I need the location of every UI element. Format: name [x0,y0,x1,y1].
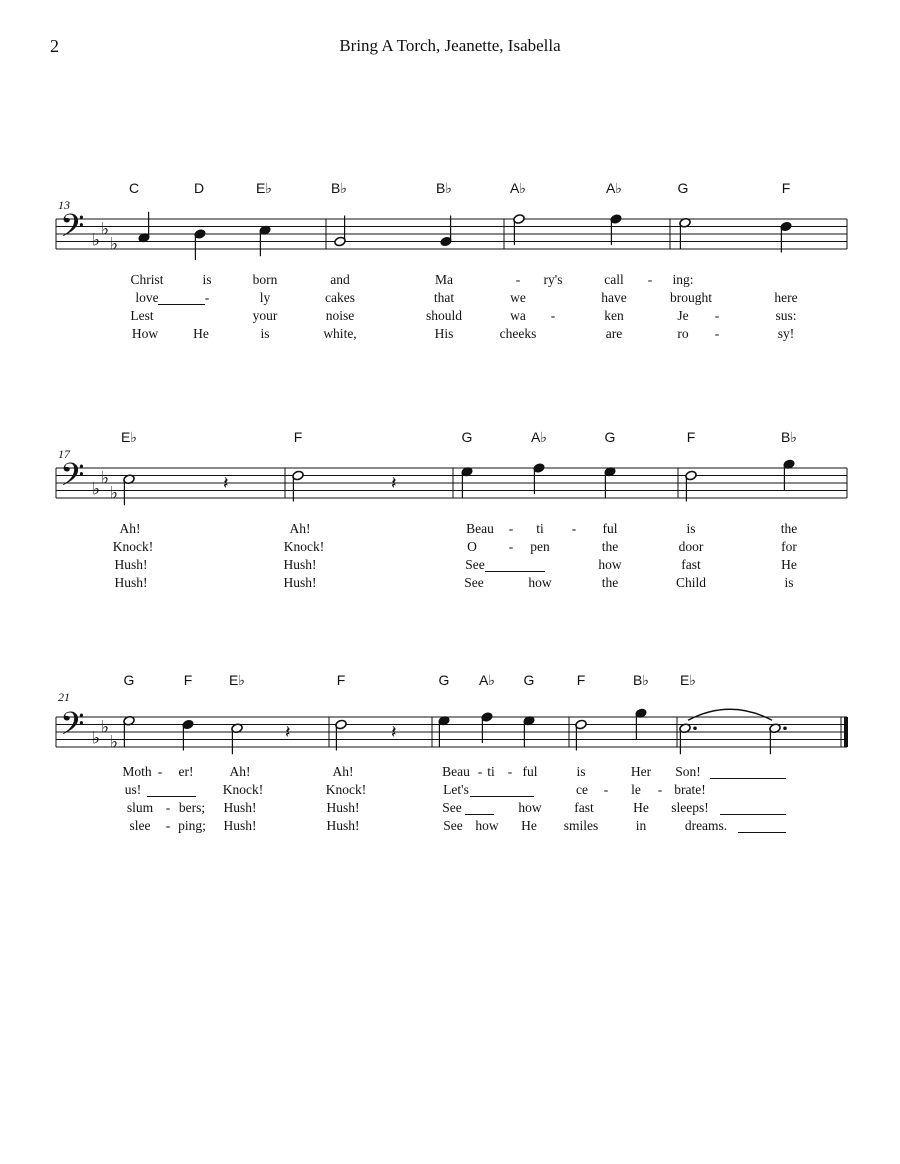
lyric-syllable: is [784,575,794,590]
lyric-syllable: - [165,818,171,833]
chord-symbol: G [604,429,616,445]
chord-symbol: G [123,672,135,688]
lyric-syllable: noise [325,308,355,323]
lyric-syllable: and [330,272,350,287]
lyric-syllable: Knock! [112,539,154,554]
lyric-syllable: slee [129,818,151,833]
lyric-syllable: the [601,575,619,590]
lyric-syllable: Hush! [283,557,317,572]
lyric-syllable: brought [670,290,712,305]
lyric-syllable: fast [681,557,701,572]
lyric-syllable: Hush! [283,575,317,590]
lyric-syllable: He [193,326,209,341]
lyric-syllable: How [131,326,159,341]
lyric-syllable: Ah! [332,764,354,779]
chord-symbol: G [523,672,535,688]
lyric-syllable: Ah! [119,521,141,536]
lyric-syllable: Beau [466,521,494,536]
lyric-syllable: - [647,272,653,287]
lyric-syllable: - [571,521,577,536]
lyric-syllable: See [465,557,485,572]
lyric-syllable: Knock! [325,782,367,797]
quarter-rest-icon: 𝄽 [391,722,397,743]
lyric-syllable: Ah! [289,521,311,536]
lyric-syllable: ce [576,782,588,797]
lyric-syllable: smiles [563,818,599,833]
lyric-syllable: Hush! [326,818,360,833]
lyric-syllable: See [442,800,462,815]
chord-symbol: F [576,672,586,688]
lyric-syllable: ful [522,764,538,779]
quarter-rest-icon: 𝄽 [285,722,291,743]
lyric-syllable: He [521,818,537,833]
lyric-extender-line [710,778,786,779]
lyric-syllable: here [774,290,798,305]
lyric-syllable: your [252,308,278,323]
lyric-syllable: how [528,575,552,590]
lyric-syllable: sy! [777,326,795,341]
lyric-syllable: O [467,539,477,554]
lyric-syllable: in [635,818,647,833]
lyric-syllable: that [433,290,455,305]
lyric-syllable: Moth [122,764,152,779]
chord-symbol: B♭ [781,429,797,445]
flat-icon: ♭ [92,728,101,749]
chord-symbol: G [438,672,450,688]
lyric-syllable: Hush! [326,800,360,815]
lyric-syllable: dreams. [684,818,728,833]
measure-number: 13 [58,198,70,212]
lyric-syllable: ping; [178,818,206,833]
lyric-syllable: slum [126,800,154,815]
chord-symbol: E♭ [121,429,137,445]
lyric-syllable: Knock! [283,539,325,554]
lyric-syllable: - [657,782,663,797]
lyric-syllable: the [601,539,619,554]
lyric-syllable: for [781,539,797,554]
lyric-syllable: how [518,800,542,815]
flat-icon: ♭ [101,717,110,738]
flat-icon: ♭ [110,732,119,753]
lyric-syllable: are [605,326,623,341]
lyric-syllable: Knock! [222,782,264,797]
lyric-syllable: the [780,521,798,536]
lyric-syllable: - [157,764,163,779]
chord-symbol: F [336,672,346,688]
lyric-syllable: - [603,782,609,797]
lyric-syllable: - [204,290,210,305]
lyric-syllable: cakes [325,290,355,305]
lyric-syllable: Ah! [229,764,251,779]
chord-symbol: G [677,180,689,196]
chord-symbol: B♭ [633,672,649,688]
lyric-syllable: should [425,308,463,323]
chord-symbol: F [781,180,791,196]
lyric-syllable: is [260,326,270,341]
lyric-extender-line [738,832,786,833]
chord-symbol: F [686,429,696,445]
lyric-syllable: Hush! [223,800,257,815]
lyric-syllable: sleeps! [671,800,709,815]
chord-symbol: E♭ [256,180,272,196]
lyric-syllable: - [507,764,513,779]
tie [688,709,772,720]
lyric-syllable: He [633,800,649,815]
lyric-syllable: - [508,539,514,554]
lyric-syllable: See [443,818,463,833]
lyric-syllable: - [550,308,556,323]
chord-symbol: C [128,180,140,196]
lyric-syllable: Ma [435,272,453,287]
lyric-syllable: fast [574,800,594,815]
chord-symbol: A♭ [531,429,547,445]
lyric-syllable: white, [323,326,357,341]
lyric-syllable: Her [630,764,652,779]
lyric-syllable: call [604,272,624,287]
lyric-syllable: ti [536,521,544,536]
lyric-syllable: ful [602,521,618,536]
lyric-extender-line [720,814,786,815]
lyric-syllable: - [714,308,720,323]
lyric-syllable: er! [178,764,194,779]
lyric-extender-line [465,814,494,815]
chord-symbol: B♭ [436,180,452,196]
lyric-syllable: sus: [775,308,797,323]
lyric-syllable: pen [530,539,550,554]
lyric-syllable: Let's [443,782,469,797]
lyric-syllable: wa [510,308,526,323]
lyric-syllable: have [601,290,627,305]
lyric-syllable: Lest [130,308,154,323]
lyric-syllable: Son! [675,764,701,779]
lyric-syllable: us! [124,782,142,797]
chord-symbol: F [293,429,303,445]
lyric-syllable: is [576,764,586,779]
page-title: Bring A Torch, Jeanette, Isabella [339,36,561,55]
chord-symbol: A♭ [510,180,526,196]
page-number: 2 [50,36,59,56]
lyric-syllable: bers; [178,800,206,815]
lyric-syllable: Hush! [114,557,148,572]
lyric-syllable: cheeks [499,326,537,341]
lyric-syllable: See [464,575,484,590]
measure-number: 17 [58,447,70,461]
chord-symbol: A♭ [479,672,495,688]
quarter-rest-icon: 𝄽 [223,473,229,494]
lyric-syllable: ro [677,326,689,341]
flat-icon: ♭ [101,468,110,489]
chord-symbol: B♭ [331,180,347,196]
lyric-syllable: is [202,272,212,287]
lyric-syllable: - [477,764,483,779]
lyric-syllable: - [165,800,171,815]
chord-symbol: E♭ [680,672,696,688]
flat-icon: ♭ [92,479,101,500]
lyric-syllable: how [598,557,622,572]
lyric-syllable: is [686,521,696,536]
lyric-syllable: - [714,326,720,341]
bass-clef-icon: 𝄢 [60,456,85,501]
lyric-syllable: ti [487,764,495,779]
lyric-extender-line [470,796,534,797]
lyric-syllable: ing: [672,272,694,287]
lyric-syllable: brate! [674,782,706,797]
lyric-syllable: Je [677,308,689,323]
lyric-syllable: ken [604,308,624,323]
flat-icon: ♭ [110,483,119,504]
augmentation-dot [693,726,697,730]
lyric-syllable: we [510,290,526,305]
flat-icon: ♭ [110,234,119,255]
lyric-syllable: Beau [442,764,470,779]
lyric-syllable: how [475,818,499,833]
lyric-syllable: - [508,521,514,536]
chord-symbol: A♭ [606,180,622,196]
chord-symbol: D [193,180,205,196]
lyric-syllable: His [434,326,454,341]
lyric-syllable: Christ [130,272,164,287]
augmentation-dot [783,726,787,730]
lyric-syllable: Hush! [223,818,257,833]
flat-icon: ♭ [92,230,101,251]
measure-number: 21 [58,690,70,704]
chord-symbol: G [461,429,473,445]
lyric-syllable: Child [675,575,707,590]
lyric-syllable: Hush! [114,575,148,590]
lyric-syllable: love [135,290,159,305]
lyric-syllable: door [678,539,704,554]
chord-symbol: F [183,672,193,688]
lyric-syllable: - [515,272,521,287]
lyric-syllable: born [252,272,278,287]
quarter-rest-icon: 𝄽 [391,473,397,494]
bass-clef-icon: 𝄢 [60,705,85,750]
lyric-syllable: le [631,782,641,797]
final-barline [844,717,848,747]
flat-icon: ♭ [101,219,110,240]
lyric-syllable: He [781,557,797,572]
lyric-syllable: ly [259,290,271,305]
lyric-syllable: ry's [543,272,563,287]
lyric-extender-line [147,796,196,797]
bass-clef-icon: 𝄢 [60,207,85,252]
chord-symbol: E♭ [229,672,245,688]
